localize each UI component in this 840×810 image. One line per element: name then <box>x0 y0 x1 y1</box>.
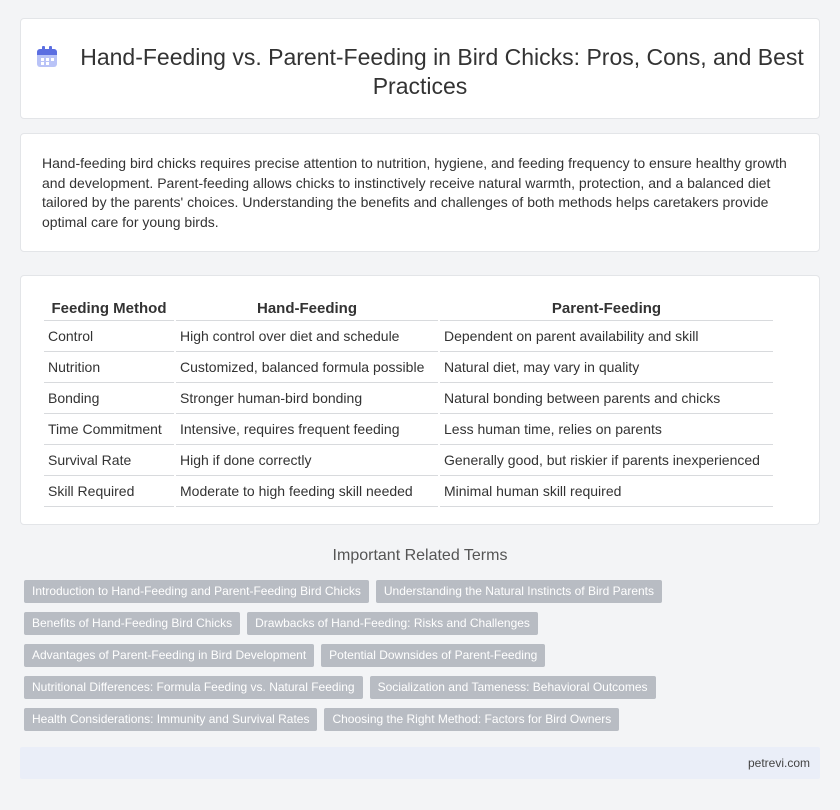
table-cell: Stronger human-bird bonding <box>176 383 438 414</box>
table-row <box>44 476 773 507</box>
related-term-link[interactable]: Health Considerations: Immunity and Survival Rates <box>24 708 317 731</box>
table-row <box>44 321 773 352</box>
table-row <box>44 445 773 476</box>
related-term-link[interactable]: Potential Downsides of Parent-Feeding <box>321 644 545 667</box>
table-row <box>44 414 773 445</box>
related-term-link[interactable]: Choosing the Right Method: Factors for Bird Owners <box>324 708 619 731</box>
table-cell: Less human time, relies on parents <box>440 414 773 445</box>
table-cell: Bonding <box>44 383 174 414</box>
table-row <box>44 352 773 383</box>
table-cell: Natural bonding between parents and chicks <box>440 383 773 414</box>
table-cell: Time Commitment <box>44 414 174 445</box>
table-cell: High control over diet and schedule <box>176 321 438 352</box>
table-header-row <box>44 297 773 321</box>
related-term-link[interactable]: Drawbacks of Hand-Feeding: Risks and Challenges <box>247 612 538 635</box>
related-term-link[interactable]: Introduction to Hand-Feeding and Parent-Feeding Bird Chicks <box>24 580 369 603</box>
related-tag-row <box>24 580 669 603</box>
related-tag-row <box>24 676 663 699</box>
related-tag-row <box>24 612 545 635</box>
table-cell: Survival Rate <box>44 445 174 476</box>
page-title-wrap <box>21 43 819 101</box>
footer <box>20 747 820 779</box>
intro-card <box>20 133 820 252</box>
table-cell: Dependent on parent availability and skill <box>440 321 773 352</box>
table-cell: Intensive, requires frequent feeding <box>176 414 438 445</box>
related-term-link[interactable]: Benefits of Hand-Feeding Bird Chicks <box>24 612 240 635</box>
table-cell: Nutrition <box>44 352 174 383</box>
table-cell: Customized, balanced formula possible <box>176 352 438 383</box>
page-title: Hand-Feeding vs. Parent-Feeding in Bird Chicks: Pros, Cons, and Best Practices <box>80 44 804 99</box>
table-cell: Skill Required <box>44 476 174 507</box>
calendar-icon <box>36 46 58 68</box>
comparison-card <box>20 275 820 525</box>
intro-paragraph: Hand-feeding bird chicks requires precise attention to nutrition, hygiene, and feeding frequency to ensure healthy growth and development. Parent-feeding allows chicks to instinctively receive natural warmth, protection, and a balanced diet tailored by the parents' choices. Understanding the benefits and challenges of both methods helps caretakers provide optimal care for young birds. <box>42 155 787 230</box>
table-cell: High if done correctly <box>176 445 438 476</box>
column-header: Parent-Feeding <box>440 297 773 321</box>
comparison-table <box>42 297 775 507</box>
table-cell: Minimal human skill required <box>440 476 773 507</box>
table-cell: Control <box>44 321 174 352</box>
column-header: Feeding Method <box>44 297 174 321</box>
related-term-link[interactable]: Nutritional Differences: Formula Feeding vs. Natural Feeding <box>24 676 363 699</box>
table-row <box>44 383 773 414</box>
related-tag-row <box>24 708 626 731</box>
related-term-link[interactable]: Socialization and Tameness: Behavioral Outcomes <box>370 676 656 699</box>
title-card <box>20 18 820 119</box>
column-header: Hand-Feeding <box>176 297 438 321</box>
related-term-link[interactable]: Advantages of Parent-Feeding in Bird Development <box>24 644 314 667</box>
footer-site-link[interactable]: petrevi.com <box>747 756 810 770</box>
table-cell: Natural diet, may vary in quality <box>440 352 773 383</box>
related-tag-row <box>24 644 552 667</box>
related-terms-heading: Important Related Terms <box>332 547 508 564</box>
table-cell: Generally good, but riskier if parents inexperienced <box>440 445 773 476</box>
table-cell: Moderate to high feeding skill needed <box>176 476 438 507</box>
related-term-link[interactable]: Understanding the Natural Instincts of Bird Parents <box>376 580 662 603</box>
